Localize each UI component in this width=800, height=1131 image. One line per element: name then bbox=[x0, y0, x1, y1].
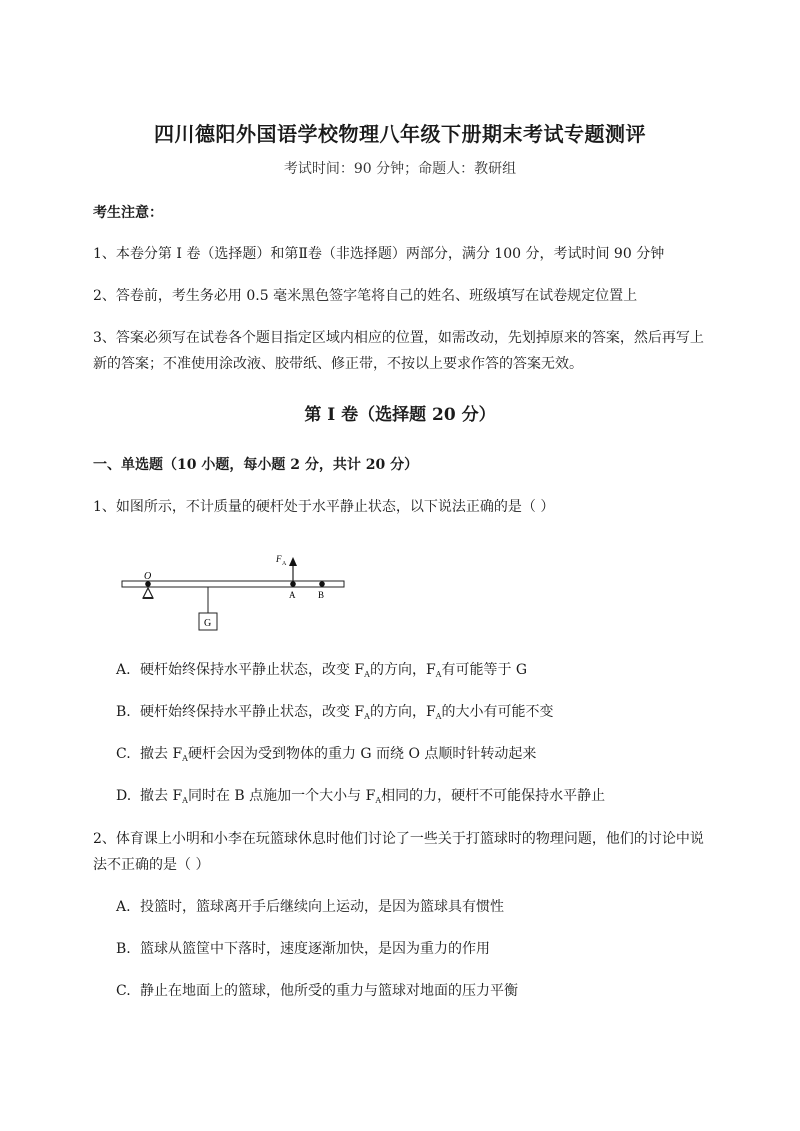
option-b[interactable] bbox=[116, 701, 716, 728]
option-c[interactable] bbox=[116, 743, 716, 770]
question-stem: 1、如图所示，不计质量的硬杆处于水平静止状态，以下说法正确的是（ ） bbox=[93, 499, 555, 515]
option-text: 的方向，F bbox=[369, 704, 436, 720]
option-label: A. bbox=[116, 662, 131, 678]
subscript: A bbox=[375, 796, 382, 805]
option-text: 的大小有可能不变 bbox=[441, 704, 554, 720]
option-text: 篮球从篮筐中下落时，速度逐渐加快，是因为重力的作用 bbox=[140, 941, 490, 957]
subscript: A bbox=[364, 712, 370, 721]
force-arrow-head bbox=[289, 557, 297, 566]
question-stem: 2、体育课上小明和小李在玩篮球休息时他们讨论了一些关于打篮球时的物理问题，他们的讨论中说法不正确的是（ ） bbox=[93, 831, 704, 873]
point-a bbox=[290, 581, 296, 587]
subscript: A bbox=[182, 796, 188, 805]
exam-info: 考试时间：90 分钟；命题人：教研组 bbox=[283, 161, 517, 177]
option-text: 相同的力，硬杆不可能保持水平静止 bbox=[381, 788, 606, 804]
notice-item: 2、答卷前，考生务必用 0.5 毫米黑色签字笔将自己的姓名、班级填写在试卷规定位置上 bbox=[93, 288, 638, 304]
option-text: 的方向，F bbox=[369, 662, 436, 678]
option-text: 有可能等于 G bbox=[441, 662, 528, 678]
lever-diagram bbox=[112, 545, 352, 635]
pivot-label: O bbox=[144, 571, 152, 582]
option-text: 静止在地面上的篮球，他所受的重力与篮球对地面的压力平衡 bbox=[140, 983, 518, 999]
subscript: A bbox=[182, 754, 188, 763]
option-d[interactable] bbox=[116, 785, 716, 812]
option-text: 撤去 F bbox=[140, 746, 183, 762]
point-a-label: A bbox=[289, 590, 296, 600]
fulcrum-icon bbox=[143, 588, 153, 598]
option-text: 硬杆始终保持水平静止状态，改变 F bbox=[140, 704, 365, 720]
force-label: F bbox=[276, 554, 282, 564]
subscript: A bbox=[364, 670, 370, 679]
notice-item: 3、答案必须写在试卷各个题目指定区域内相应的位置，如需改动，先划掉原来的答案，然后再写上新的答案；不准使用涂改液、胶带纸、修正带，不按以上要求作答的答案无效。 bbox=[93, 330, 704, 372]
subscript: A bbox=[435, 670, 442, 679]
option-text: 同时在 B 点施加一个大小与 F bbox=[187, 788, 376, 804]
option-label: C. bbox=[116, 746, 131, 762]
option-c[interactable] bbox=[116, 980, 716, 1002]
part-heading: 一、单选题（10 小题，每小题 2 分，共计 20 分） bbox=[93, 457, 419, 473]
option-label: C. bbox=[116, 983, 131, 999]
subscript: A bbox=[435, 712, 442, 721]
option-label: A. bbox=[116, 899, 131, 915]
option-a[interactable] bbox=[116, 659, 716, 686]
option-b[interactable] bbox=[116, 938, 716, 960]
notice-item: 1、本卷分第 I 卷（选择题）和第Ⅱ卷（非选择题）两部分，满分 100 分，考试时间 90 分钟 bbox=[93, 246, 665, 262]
lever-bar bbox=[122, 581, 344, 587]
option-label: B. bbox=[116, 704, 131, 720]
page-title: 四川德阳外国语学校物理八年级下册期末考试专题测评 bbox=[154, 122, 646, 146]
point-b-label: B bbox=[318, 590, 325, 600]
option-text: 投篮时，篮球离开手后继续向上运动，是因为篮球具有惯性 bbox=[140, 899, 504, 915]
option-text: 硬杆会因为受到物体的重力 G 而绕 O 点顺时针转动起来 bbox=[187, 746, 537, 762]
option-label: B. bbox=[116, 941, 131, 957]
option-text: 撤去 F bbox=[140, 788, 183, 804]
weight-label: G bbox=[204, 618, 212, 629]
force-label-sub: A bbox=[282, 561, 287, 567]
point-b bbox=[319, 581, 325, 587]
section-title: 第 I 卷（选择题 20 分） bbox=[304, 405, 496, 425]
pivot-point bbox=[145, 581, 151, 587]
option-a[interactable] bbox=[116, 896, 716, 918]
option-text: 硬杆始终保持水平静止状态，改变 F bbox=[140, 662, 365, 678]
option-label: D. bbox=[116, 788, 132, 804]
notice-heading: 考生注意： bbox=[93, 205, 163, 221]
